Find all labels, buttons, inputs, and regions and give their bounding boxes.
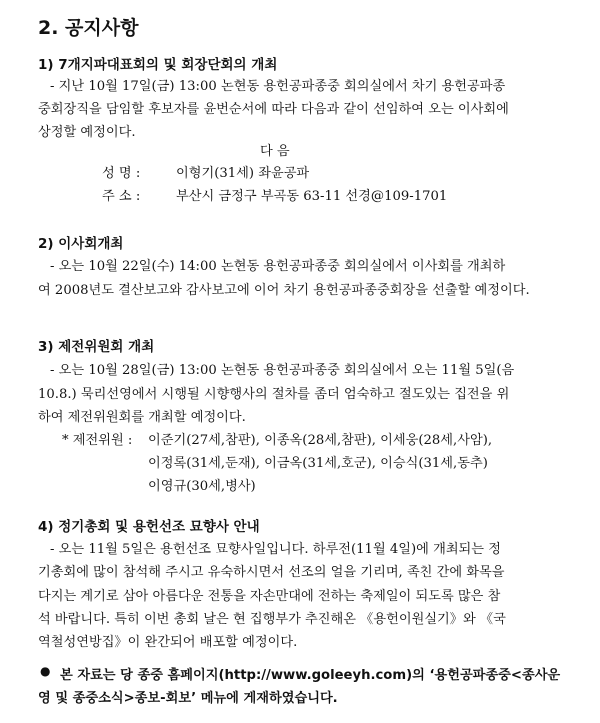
section-1-line: - 지난 10월 17일(금) 13:00 논현동 용헌공파종중 회의실에서 차기 용헌공파종 [50,79,506,94]
page-title: 2. 공지사항 [38,17,139,39]
footer-line: 영 및 종중소식>종보-회보’ 메뉴에 게재하였습니다. [38,691,338,706]
section-4-heading: 4) 정기총회 및 용헌선조 묘향사 안내 [38,519,260,535]
section-3-line: 10.8.) 묵리선영에서 시행될 시향행사의 절차를 좀더 엄숙하고 절도있는 집전을 위 [38,387,510,402]
section-1-heading: 1) 7개지파대표회의 및 회장단회의 개최 [38,57,278,73]
address-value: 부산시 금정구 부곡동 63-11 선경@109-1701 [176,189,448,204]
section-1-line: 상정할 예정이다. [38,125,136,140]
section-4-line: 다지는 계기로 삼아 아름다운 전통을 자손만대에 전하는 축제일이 되도록 많은 참 [38,589,501,604]
section-3-heading: 3) 제전위원회 개최 [38,339,155,355]
footer-line: 본 자료는 당 종중 홈페이지(http://www.goleeyh.com)의 ‘용헌공파종중<종사운 [60,668,561,683]
section-4-line: 기총회에 많이 참석해 주시고 유숙하시면서 선조의 얼을 기리며, 족친 간에 화목을 [38,565,505,580]
da-eum-label: 다 음 [260,144,290,159]
address-label: 주 소 : [102,189,141,204]
section-4-line: - 오는 11월 5일은 용헌선조 묘향사일입니다. 하루전(11월 4일)에 개최되는 정 [50,542,501,557]
name-label: 성 명 : [102,166,141,181]
committee-member-line: 이영규(30세,병사) [148,479,256,494]
section-3-line: - 오는 10월 28일(금) 13:00 논현동 용헌공파종중 회의실에서 오는 11월 5일(음 [50,363,515,378]
section-2-heading: 2) 이사회개최 [38,236,124,252]
committee-member-line: 이정록(31세,둔재), 이금옥(31세,호군), 이승식(31세,동추) [148,456,488,471]
name-value: 이형기(31세) 좌윤공파 [176,166,310,181]
section-2-line: - 오는 10월 22일(수) 14:00 논현동 용헌공파종중 회의실에서 이사회를 개최하 [50,259,506,274]
section-4-line: 석 바랍니다. 특히 이번 총회 날은 현 집행부가 추진해온 《용헌이원실기》와 《국 [38,612,506,627]
committee-label: * 제전위원 : [62,433,133,448]
section-1-line: 중회장직을 담임할 후보자를 윤번순서에 따라 다음과 같이 선임하여 오는 이사회에 [38,102,509,117]
section-3-line: 하여 제전위원회를 개최할 예정이다. [38,410,246,425]
bullet-icon: ● [40,664,51,678]
section-4-line: 역철성연방집》이 완간되어 배포할 예정이다. [38,635,298,650]
committee-member-line: 이준기(27세,참판), 이종옥(28세,참판), 이세웅(28세,사암), [148,433,493,448]
section-2-line: 여 2008년도 결산보고와 감사보고에 이어 차기 용헌공파종중회장을 선출할 예정이다. [38,283,530,298]
